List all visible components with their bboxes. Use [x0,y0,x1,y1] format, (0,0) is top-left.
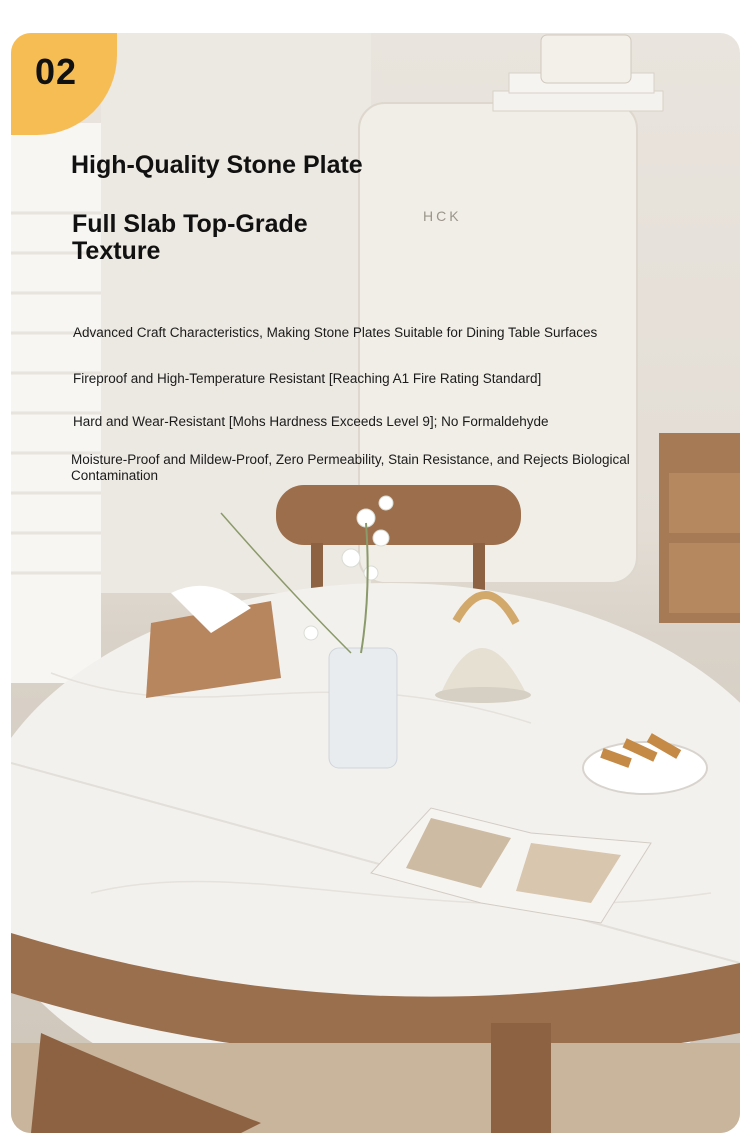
dining-scene-illustration [11,33,740,1133]
glass-vase [329,648,397,768]
feature-line-1: Advanced Craft Characteristics, Making Stone Plates Suitable for Dining Table Surfaces [73,325,598,340]
feature-line-3: Hard and Wear-Resistant [Mohs Hardness Exceeds Level 9]; No Formaldehyde [73,414,549,429]
curtain [11,123,101,683]
chair-back [276,485,521,545]
product-feature-card [11,33,740,1133]
sub-heading: Full Slab Top-Grade Texture [72,210,308,265]
desk-clock [541,35,631,83]
book-stack [493,91,663,111]
feature-line-2: Fireproof and High-Temperature Resistant [Reaching A1 Fire Rating Standard] [73,371,542,386]
step-number: 02 [35,51,78,92]
main-heading: High-Quality Stone Plate [71,151,363,179]
fridge-brand-label: HCK [423,208,462,224]
table-leg [491,1023,551,1133]
feature-line-4: Moisture-Proof and Mildew-Proof, Zero Permeability, Stain Resistance, and Rejects Biological Contamination [71,452,630,483]
